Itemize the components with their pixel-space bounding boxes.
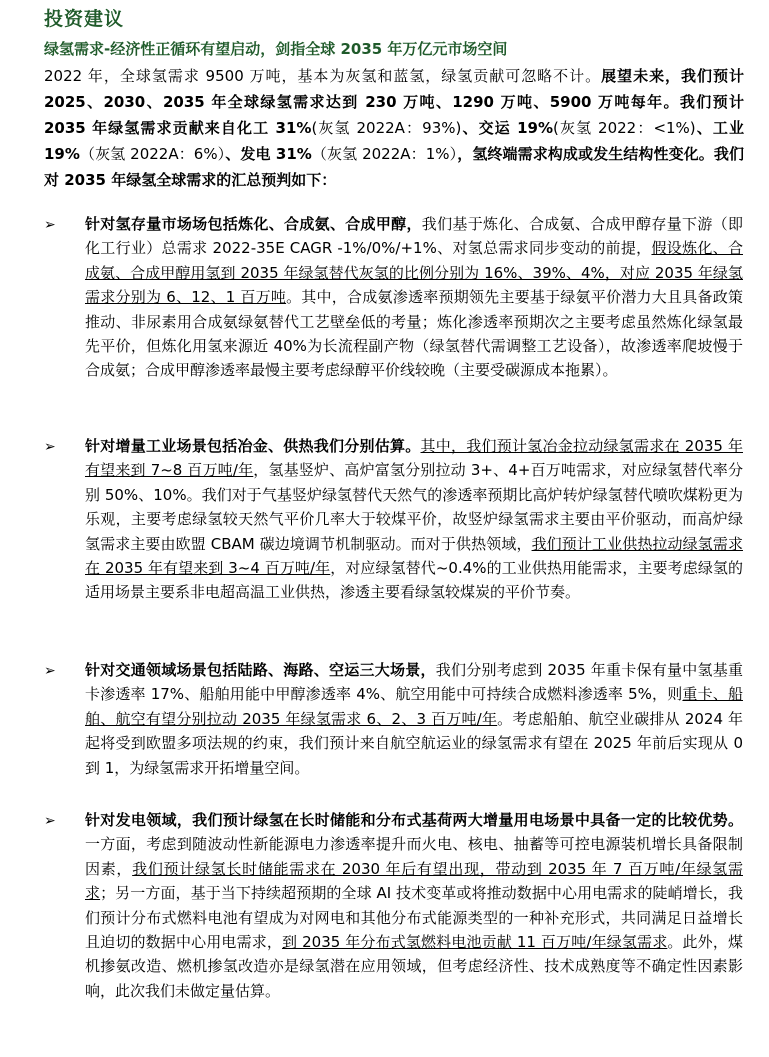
item-lead: 针对交通领域场景包括陆路、海路、空运三大场景， xyxy=(85,661,436,679)
item-text: ；另一方面，基于当下持续超预期的全球 AI 技术变革或将推动数据中心用电需求的陡峭增长，我们预计分布式燃料电池有望成为对网电和其他分布式能源类型的一种补充形式，共同满足日益增长且迫切的数据中心用电需求， xyxy=(85,884,743,952)
item-lead: 针对发电领域，我们预计绿氢在长时储能和分布式基荷两大增量用电场景中具备一定的比较优势。 xyxy=(85,811,743,829)
intro-bold-1: 展望未来，我们预计 2025、2030、2035 年全球绿氢需求达到 230 万吨、1290 万吨、5900 万吨每年。我们预计 2035 年绿氢需求贡献来自化工 31% xyxy=(44,67,744,137)
list-item-stock-market xyxy=(85,212,743,383)
list-item-transport xyxy=(85,658,743,780)
item-text: 。考虑船舶、航空业碳排从 2024 年起将受到欧盟多项法规的约束，我们预计来自航空航运业的绿氢需求有望在 2025 年前后实现从 0 到 1，为绿氢需求开拓增量空间。 xyxy=(85,709,743,777)
section-subheading: 绿氢需求-经济性正循环有望启动，剑指全球 2035 年万亿元市场空间 xyxy=(44,40,508,58)
item-underlined-text: 其中，我们预计氢冶金拉动绿氢需求在 2035 年有望来到 7~8 百万吨/年 xyxy=(85,437,743,480)
item-text: 。其中，合成氨渗透率预期领先主要基于绿氨平价潜力大且具备政策推动、非尿素用合成氨绿氨替代工艺壁垒低的考量；炼化渗透率预期次之主要考虑虽然炼化绿氢最先平价，但炼化用氢来源近 40%为长流程副产物（绿氢替代需调整工艺设备），故渗透率爬坡慢于合成氨；合成甲醇渗透率最慢主要考虑绿醇平价线较晚（主要受碳源成本拖累）。 xyxy=(85,288,743,380)
intro-text-5: （灰氢 2022A：1%） xyxy=(311,145,458,163)
bullet-arrow-icon: ➢ xyxy=(44,439,56,455)
item-text: 我们基于炼化、合成氨、合成甲醇存量下游（即化工行业）总需求 2022-35E CAGR -1%/0%/+1%、对氢总需求同步变动的前提， xyxy=(85,215,743,258)
intro-text-4: （灰氢 2022A：6%） xyxy=(79,145,226,163)
intro-bold-3: 、工业 19% xyxy=(44,119,744,163)
item-underlined-text: 我们预计绿氢长时储能需求在 2030 年后有望出现，带动到 2035 年 7 百万吨/年绿氢需求 xyxy=(85,859,743,903)
list-item-industrial xyxy=(85,434,743,605)
intro-bold-4: 、发电 31% xyxy=(225,145,312,163)
intro-text-2: (灰氢 2022A：93%) xyxy=(311,119,462,137)
intro-bold-5: ，氢终端需求构成或发生结构性变化。我们对 2035 年绿氢全球需求的汇总预判如下： xyxy=(44,145,744,189)
item-lead: 针对氢存量市场场包括炼化、合成氨、合成甲醇， xyxy=(85,215,422,233)
intro-bold-2: 、交运 19% xyxy=(461,119,554,137)
item-lead: 针对增量工业场景包括冶金、供热我们分别估算。 xyxy=(85,437,421,455)
bullet-arrow-icon: ➢ xyxy=(44,813,56,829)
item-text: ，氢基竖炉、高炉富氢分别拉动 3+、4+百万吨需求，对应绿氢替代率分别 50%、10%。我们对于气基竖炉绿氢替代天然气的渗透率预期比高炉转炉绿氢替代喷吹煤粉更为乐观，主要考虑绿氢较天然气平价几率大于较煤平价，故竖炉绿氢需求主要由平价驱动，而高炉绿氢需求主要由欧盟 CBAM 碳边境调节机制驱动。而对于供热领域， xyxy=(85,461,743,553)
item-text: ，对应绿氢替代~0.4%的工业供热用能需求，主要考虑绿氢的适用场景主要系非电超高温工业供热，渗透主要看绿氢较煤炭的平价节奏。 xyxy=(85,559,743,602)
item-underlined-text: 到 2035 年分布式氢燃料电池贡献 11 百万吨/年绿氢需求 xyxy=(282,933,668,952)
item-underlined-text: 重卡、船舶、航空有望分别拉动 2035 年绿氢需求 6、2、3 百万吨/年 xyxy=(85,685,743,728)
item-text: 一方面，考虑到随波动性新能源电力渗透率提升而火电、核电、抽蓄等可控电源装机增长具备限制因素， xyxy=(85,835,743,878)
section-heading: 投资建议 xyxy=(44,8,125,30)
bullet-arrow-icon: ➢ xyxy=(44,217,56,233)
intro-paragraph xyxy=(44,63,744,193)
item-underlined-text: 假设炼化、合成氨、合成甲醇用氢到 2035 年绿氢替代灰氢的比例分别为 16%、39%、4%，对应 2035 年绿氢需求分别为 6、12、1 百万吨 xyxy=(85,239,743,307)
item-underlined-text: 我们预计工业供热拉动绿氢需求在 2035 年有望来到 3~4 百万吨/年 xyxy=(85,534,743,578)
item-text: 我们分别考虑到 2035 年重卡保有量中氢基重卡渗透率 17%、船舶用能中甲醇渗透率 4%、航空用能中可持续合成燃料渗透率 5%，则 xyxy=(85,661,743,704)
item-text: 。此外，煤机掺氨改造、燃机掺氢改造亦是绿氢潜在应用领域，但考虑经济性、技术成熟度等不确定性因素影响，此次我们未做定量估算。 xyxy=(85,933,743,1000)
bullet-arrow-icon: ➢ xyxy=(44,663,56,679)
intro-text-1: 2022 年，全球氢需求 9500 万吨，基本为灰氢和蓝氢，绿氢贡献可忽略不计。 xyxy=(44,67,602,85)
list-item-power xyxy=(85,808,743,1003)
intro-text-3: (灰氢 2022：<1%) xyxy=(553,119,696,137)
